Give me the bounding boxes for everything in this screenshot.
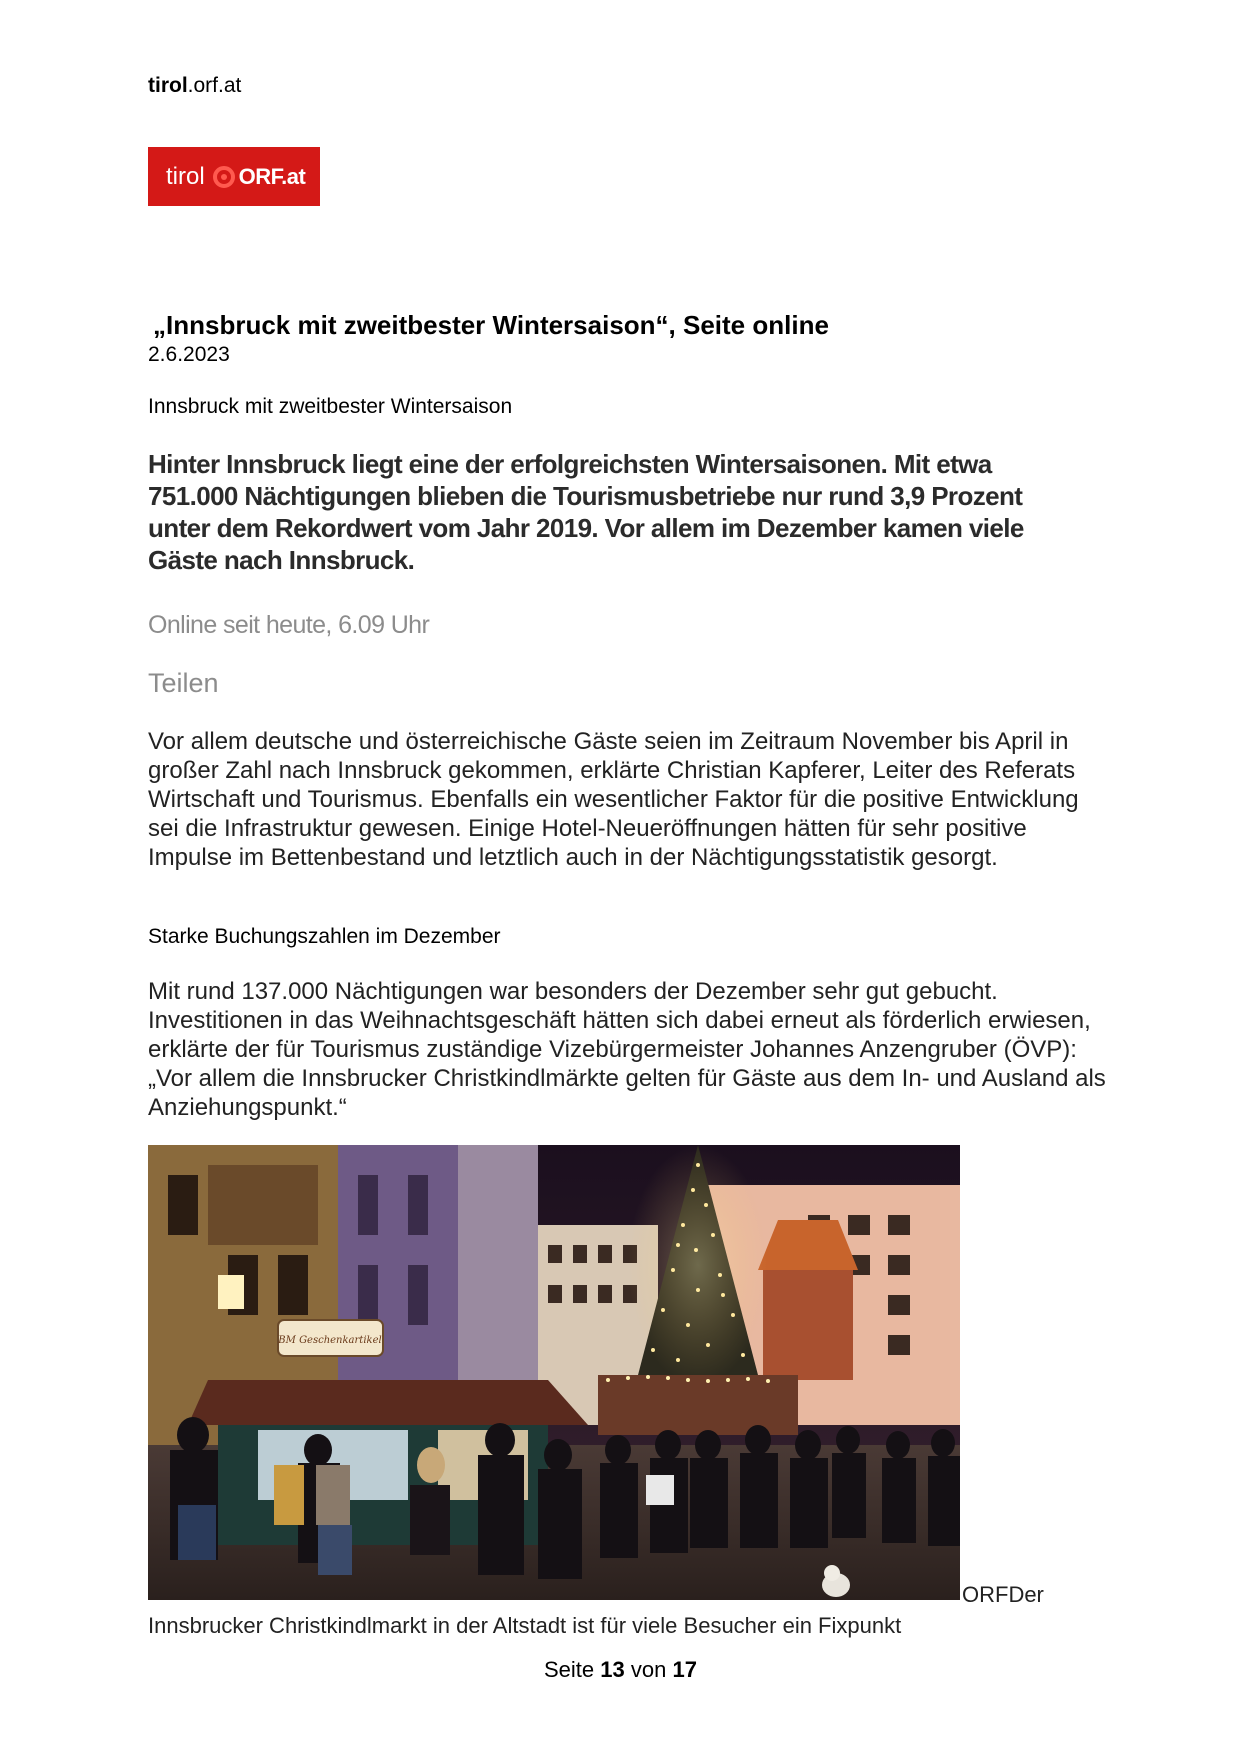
article-lead: Hinter Innsbruck liegt eine der erfolgreichsten Wintersaisonen. Mit etwa 751.000 Nächtigungen blieben die Tourismusbetriebe nur rund 3,9 Prozent unter dem Rekordwert vom Jahr 2019. Vor allem im Dezember kamen viele Gäste nach Innsbruck. — [148, 449, 1024, 575]
page-title: „Innsbruck mit zweitbester Wintersaison“, Seite online — [153, 310, 829, 340]
logo-text-orf: ORF.at — [238, 163, 306, 189]
site-name: tirol.orf.at — [148, 74, 242, 97]
subheading-december: Starke Buchungszahlen im Dezember — [148, 925, 501, 948]
logo-text-tirol: tirol — [166, 162, 205, 190]
tirol-orf-logo — [148, 147, 320, 206]
photo-credit: ORFDer — [962, 1582, 1044, 1607]
page-footer — [0, 1657, 1241, 1683]
stall-sign: BM Geschenkartikel — [278, 1335, 382, 1346]
orf-eye-icon — [213, 166, 235, 188]
paragraph-1: Vor allem deutsche und österreichische Gäste seien im Zeitraum November bis April in großer Zahl nach Innsbruck gekommen, erklärte Christian Kapferer, Leiter des Referats Wirtschaft und Tourismus. Ebenfalls ein wesentlicher Faktor für die positive Entwicklung sei die Infrastruktur gewesen. Einige Hotel-Neueröffnungen hätten für sehr positive Impulse im Bettenbestand und letztlich auch in der Nächtigungsstatistik gesorgt. — [148, 728, 1079, 871]
share-link[interactable]: Teilen — [148, 668, 219, 698]
christkindlmarkt-photo — [148, 1145, 960, 1600]
photo-caption: Innsbrucker Christkindlmarkt in der Altstadt ist für viele Besucher ein Fixpunkt — [148, 1613, 902, 1638]
footer-prefix: Seite — [544, 1657, 595, 1682]
article-subtitle: Innsbruck mit zweitbester Wintersaison — [148, 395, 513, 418]
paragraph-2: Mit rund 137.000 Nächtigungen war besonders der Dezember sehr gut gebucht. Investitionen in das Weihnachtsgeschäft hätten sich dabei erneut als förderlich erwiesen, erklärte der für Tourismus zuständige Vizebürgermeister Johannes Anzengruber (ÖVP): „Vor allem die Innsbrucker Christkindlmärkte gelten für Gäste aus dem In- und Ausland als Anziehungspunkt.“ — [148, 978, 1106, 1121]
online-since: Online seit heute, 6.09 Uhr — [148, 611, 430, 639]
footer-current-page: 13 — [600, 1657, 625, 1682]
footer-middle: von — [630, 1657, 667, 1682]
footer-total-pages: 17 — [672, 1657, 697, 1682]
publish-date: 2.6.2023 — [148, 343, 230, 366]
